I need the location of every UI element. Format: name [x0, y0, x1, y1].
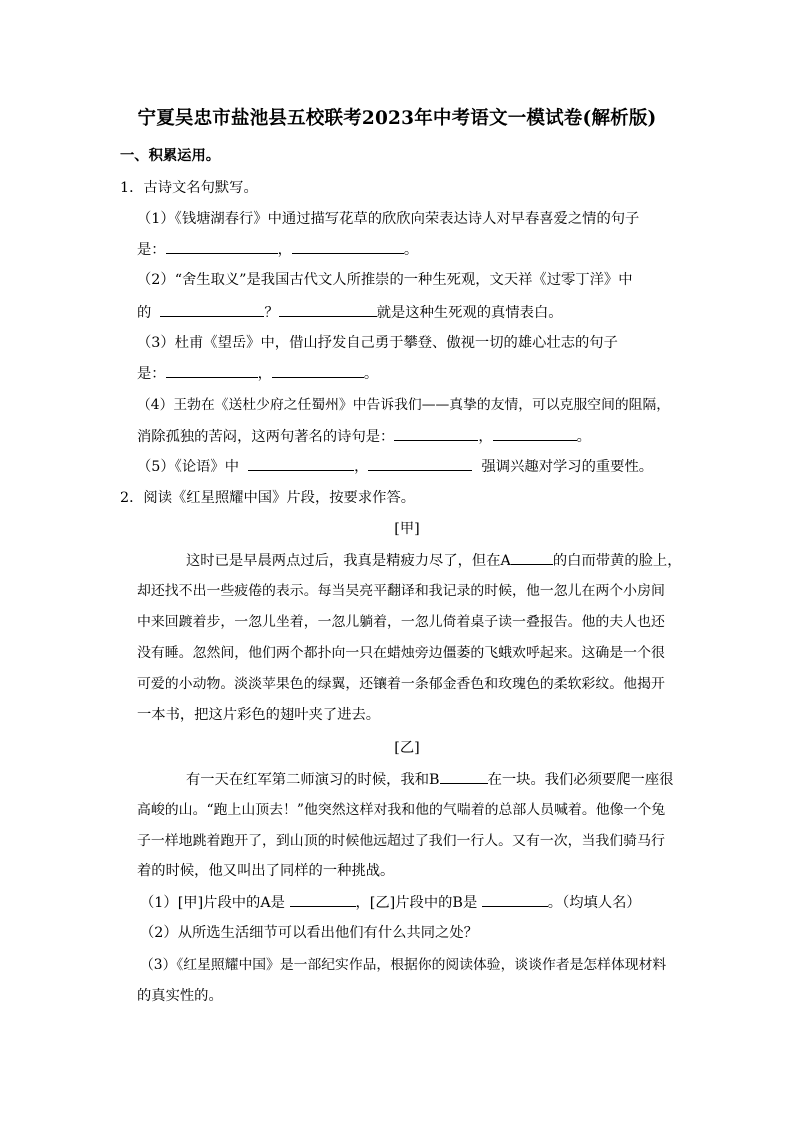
answer-blank[interactable] [394, 426, 478, 441]
answer-prefix: 的 [137, 305, 152, 321]
answer-blank[interactable] [290, 892, 356, 907]
answer-blank[interactable] [292, 239, 404, 254]
answer-blank[interactable] [482, 892, 548, 907]
answer-blank[interactable] [166, 363, 258, 378]
q2-sub-1 [140, 892, 680, 913]
q1-item-5-line [137, 456, 677, 477]
passage-jia-line: 没有睡。忽然间，他们两个都扑向一只在蜡烛旁边僵萎的飞蛾欢呼起来。这确是一个很 [137, 645, 665, 661]
answer-prefix: （5）《论语》中 [137, 459, 240, 475]
q1-item-3-text: （3）杜甫《望岳》中，借山抒发自己勇于攀登、傲视一切的雄心壮志的句子 [137, 335, 618, 351]
passage-jia-label: [甲] [394, 521, 420, 537]
q2-sub-3: （3）《红星照耀中国》是一部纪实作品，根据你的阅读体验，谈谈作者是怎样体现材料 [140, 957, 667, 973]
answer-blank[interactable] [493, 426, 577, 441]
passage-yi-label: [乙] [394, 740, 420, 756]
answer-suffix: 强调兴趣对学习的重要性。 [481, 459, 654, 475]
answer-prefix: 消除孤独的苦闷，这两句著名的诗句是： [137, 429, 395, 445]
answer-blank[interactable] [166, 239, 278, 254]
passage-jia-line: 中来回踱着步，一忽儿坐着，一忽儿躺着，一忽儿倚着桌子读一叠报告。他的夫人也还 [137, 614, 665, 630]
passage-jia-line: 却还找不出一些疲倦的表示。每当吴亮平翻译和我记录的时候，他一忽儿在两个小房间 [137, 583, 665, 599]
section-heading: 一、积累运用。 [120, 148, 221, 164]
comma: ， [478, 429, 493, 445]
passage-yi-line [186, 769, 676, 790]
comma: ， [354, 459, 369, 475]
page-title: 宁夏吴忠市盐池县五校联考2023年中考语文一模试卷(解析版) [137, 108, 657, 129]
question-mark: ？ [264, 305, 279, 321]
comma: ， [277, 242, 292, 258]
passage-text: 在一块。我们必须要爬一座很 [487, 772, 674, 788]
sub-question-text: 。（均填人名） [547, 895, 641, 911]
sub-question-text: ，[乙]片段中的B是 [355, 895, 478, 911]
answer-blank[interactable] [279, 302, 377, 317]
period: 。 [403, 242, 419, 258]
answer-prefix: 是： [137, 242, 166, 258]
q1-item-4-text: （4）王勃在《送杜少府之任蜀州》中告诉我们——真挚的友情，可以克服空间的阻隔， [137, 397, 671, 413]
passage-yi-line: 子一样地跳着跑开了，到山顶的时候他远超过了我们一行人。又有一次，当我们骑马行 [137, 833, 665, 849]
passage-yi-line: 着的时候，他又叫出了同样的一种挑战。 [137, 863, 395, 879]
answer-suffix: 就是这种生死观的真情表白。 [376, 305, 563, 321]
q1-item-1-answer-line [137, 239, 677, 260]
answer-prefix: 是： [137, 366, 166, 382]
answer-blank[interactable] [160, 302, 264, 317]
passage-jia-line: 一本书，把这片彩色的翅叶夹了进去。 [137, 707, 381, 723]
answer-blank[interactable] [272, 363, 364, 378]
period: 。 [576, 429, 591, 445]
question-1-stem: 1．古诗文名句默写。 [120, 180, 258, 196]
q2-sub-2: （2）从所选生活细节可以看出他们有什么共同之处？ [140, 925, 478, 941]
q1-item-2-answer-line [137, 302, 677, 323]
passage-jia-line [186, 550, 682, 571]
comma: ， [257, 366, 272, 382]
sub-question-text: （1）[甲]片段中的A是 [140, 895, 285, 911]
q1-item-3-answer-line [137, 363, 677, 384]
answer-blank[interactable] [368, 456, 472, 471]
name-blank-b[interactable] [440, 769, 488, 784]
q2-sub-3-cont: 的真实性的。 [137, 988, 223, 1004]
passage-text: 这时已是早晨两点过后，我真是精疲力尽了，但在A [186, 553, 511, 569]
name-blank-a[interactable] [511, 550, 553, 565]
q1-item-4-answer-line [137, 426, 677, 447]
passage-text: 的白而带黄的脸上， [552, 553, 682, 569]
passage-yi-line: 高峻的山。“跑上山顶去！”他突然这样对我和他的气喘着的总部人员喊着。他像一个兔 [137, 802, 666, 818]
answer-blank[interactable] [248, 456, 354, 471]
passage-jia-line: 可爱的小动物。淡淡苹果色的绿翼，还镶着一条郁金香色和玫瑰色的柔软彩纹。他揭开 [137, 676, 665, 692]
q1-item-1-text: （1）《钱塘湖春行》中通过描写花草的欣欣向荣表达诗人对早春喜爱之情的句子 [137, 211, 640, 227]
question-2-stem: 2．阅读《红星照耀中国》片段，按要求作答。 [120, 490, 416, 506]
q1-item-2-text: （2）“舍生取义”是我国古代文人所推崇的一种生死观，文天祥《过零丁洋》中 [137, 272, 633, 288]
passage-text: 有一天在红军第二师演习的时候，我和B [186, 772, 440, 788]
period: 。 [363, 366, 379, 382]
